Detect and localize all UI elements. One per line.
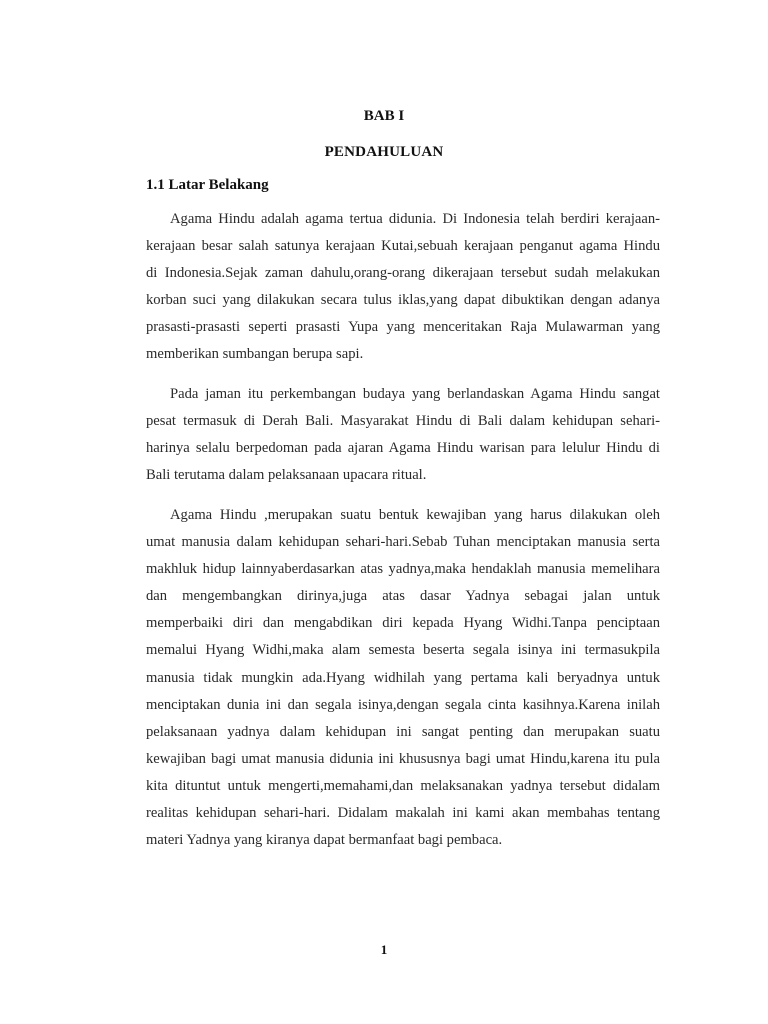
paragraph-line: dan mengembangkan dirinya,juga atas dasar Yadnya sebagai jalan untuk <box>146 588 660 605</box>
paragraph-line: korban suci yang dilakukan secara tulus iklas,yang dapat dibuktikan dengan adanya <box>146 292 660 309</box>
paragraph-line: harinya selalu berpedoman pada ajaran Agama Hindu warisan para lelulur Hindu di <box>146 440 660 457</box>
paragraph-line: Bali terutama dalam pelaksanaan upacara ritual. <box>146 467 427 484</box>
paragraph-line: memperbaiki diri dan mengabdikan diri kepada Hyang Widhi.Tanpa penciptaan <box>146 615 660 632</box>
paragraph-line: prasasti-prasasti seperti prasasti Yupa yang menceritakan Raja Mulawarman yang <box>146 319 660 336</box>
paragraph-2 <box>146 381 660 489</box>
chapter-title: PENDAHULUAN <box>324 144 444 160</box>
paragraph-line: realitas kehidupan sehari-hari. Didalam makalah ini kami akan membahas tentang <box>146 805 660 822</box>
paragraph-line: umat manusia dalam kehidupan sehari-hari.Sebab Tuhan menciptakan manusia serta <box>146 534 660 551</box>
paragraph-line: kewajiban bagi umat manusia didunia ini khususnya bagi umat Hindu,karena itu pula <box>146 750 660 767</box>
paragraph-line: memberikan sumbangan berupa sapi. <box>146 346 364 363</box>
paragraph-line: kerajaan besar salah satunya kerajaan Kutai,sebuah kerajaan penganut agama Hindu <box>146 238 660 255</box>
paragraph-1 <box>146 206 660 369</box>
paragraph-line: memalui Hyang Widhi,maka alam semesta beserta segala isinya ini termasukpila <box>146 642 660 659</box>
chapter-number: BAB I <box>363 108 405 124</box>
paragraph-line: di Indonesia.Sejak zaman dahulu,orang-orang dikerajaan tersebut sudah melakukan <box>146 265 660 282</box>
paragraph-line: menciptakan dunia ini dan segala isinya,dengan segala cinta kasihnya.Karena inilah <box>146 696 660 713</box>
paragraph-line: kita dituntut untuk mengerti,memahami,dan melaksanakan yadnya tersebut didalam <box>146 777 660 794</box>
section-heading: 1.1 Latar Belakang <box>146 177 269 193</box>
page-number: 1 <box>380 942 388 957</box>
paragraph-line: Pada jaman itu perkembangan budaya yang berlandaskan Agama Hindu sangat <box>170 386 660 402</box>
paragraph-line: Agama Hindu adalah agama tertua didunia. Di Indonesia telah berdiri kerajaan- <box>170 211 660 227</box>
paragraph-3 <box>146 502 660 854</box>
paragraph-line: pesat termasuk di Derah Bali. Masyarakat Hindu di Bali dalam kehidupan sehari- <box>146 413 660 430</box>
paragraph-line: makhluk hidup lainnyaberdasarkan atas yadnya,maka hendaklah manusia memelihara <box>146 561 660 578</box>
paragraph-line: manusia tidak mungkin ada.Hyang widhilah yang pertama kali beryadnya untuk <box>146 669 660 686</box>
paragraph-line: Agama Hindu ,merupakan suatu bentuk kewajiban yang harus dilakukan oleh <box>170 507 660 523</box>
paragraph-line: materi Yadnya yang kiranya dapat bermanfaat bagi pembaca. <box>146 832 503 849</box>
paragraph-line: pelaksanaan yadnya dalam kehidupan ini sangat penting dan merupakan suatu <box>146 723 660 740</box>
